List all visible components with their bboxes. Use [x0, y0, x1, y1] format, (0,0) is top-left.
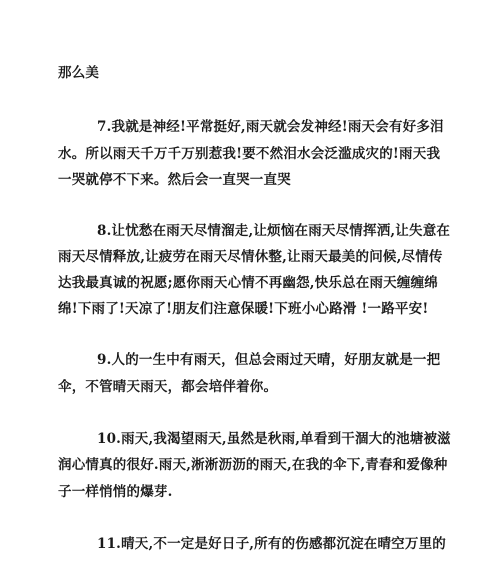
paragraph-7-line-2: 水。所以雨天千万千万别惹我!要不然泪水会泛滥成灾的!雨天我 — [58, 146, 441, 162]
paragraph-10-line-3: 子一样悄悄的爆芽. — [58, 484, 173, 500]
paragraph-8-line-3: 达我最真诚的祝愿;愿你雨天心情不再幽怨,快乐总在雨天缠缠绵 — [58, 275, 438, 291]
paragraph-10-line-1: 10.雨天,我渴望雨天,虽然是秋雨,单看到干涸大的池塘被滋 — [97, 431, 451, 447]
paragraph-11-line-1: 11.晴天,不一定是好日子,所有的伤感都沉淀在晴空万里的 — [97, 536, 446, 552]
paragraph-8-line-4: 绵!下雨了!天凉了!朋友们注意保暖!下班小心路滑 !一路平安! — [58, 301, 429, 317]
paragraph-7-line-3: 一哭就停不下来。然后会一直哭一直哭 — [58, 172, 291, 188]
paragraph-7-line-1: 7.我就是神经!平常挺好,雨天就会发神经!雨天会有好多泪 — [97, 119, 444, 135]
paragraph-8-line-2: 雨天尽情释放,让疲劳在雨天尽情休整,让雨天最美的问候,尽情传 — [58, 249, 443, 265]
paragraph-10-line-2: 润心情真的很好.雨天,淅淅沥沥的雨天,在我的伞下,青春和爱像种 — [58, 457, 448, 473]
paragraph-8-line-1: 8.让忧愁在雨天尽情溜走,让烦恼在雨天尽情挥洒,让失意在 — [97, 223, 451, 239]
paragraph-9-line-1: 9.人的一生中有雨天，但总会雨过天晴，好朋友就是一把 — [97, 352, 441, 368]
paragraph-9-line-2: 伞，不管晴天雨天，都会培伴着你。 — [58, 379, 278, 395]
text-line-closing: 那么美 — [58, 65, 100, 81]
